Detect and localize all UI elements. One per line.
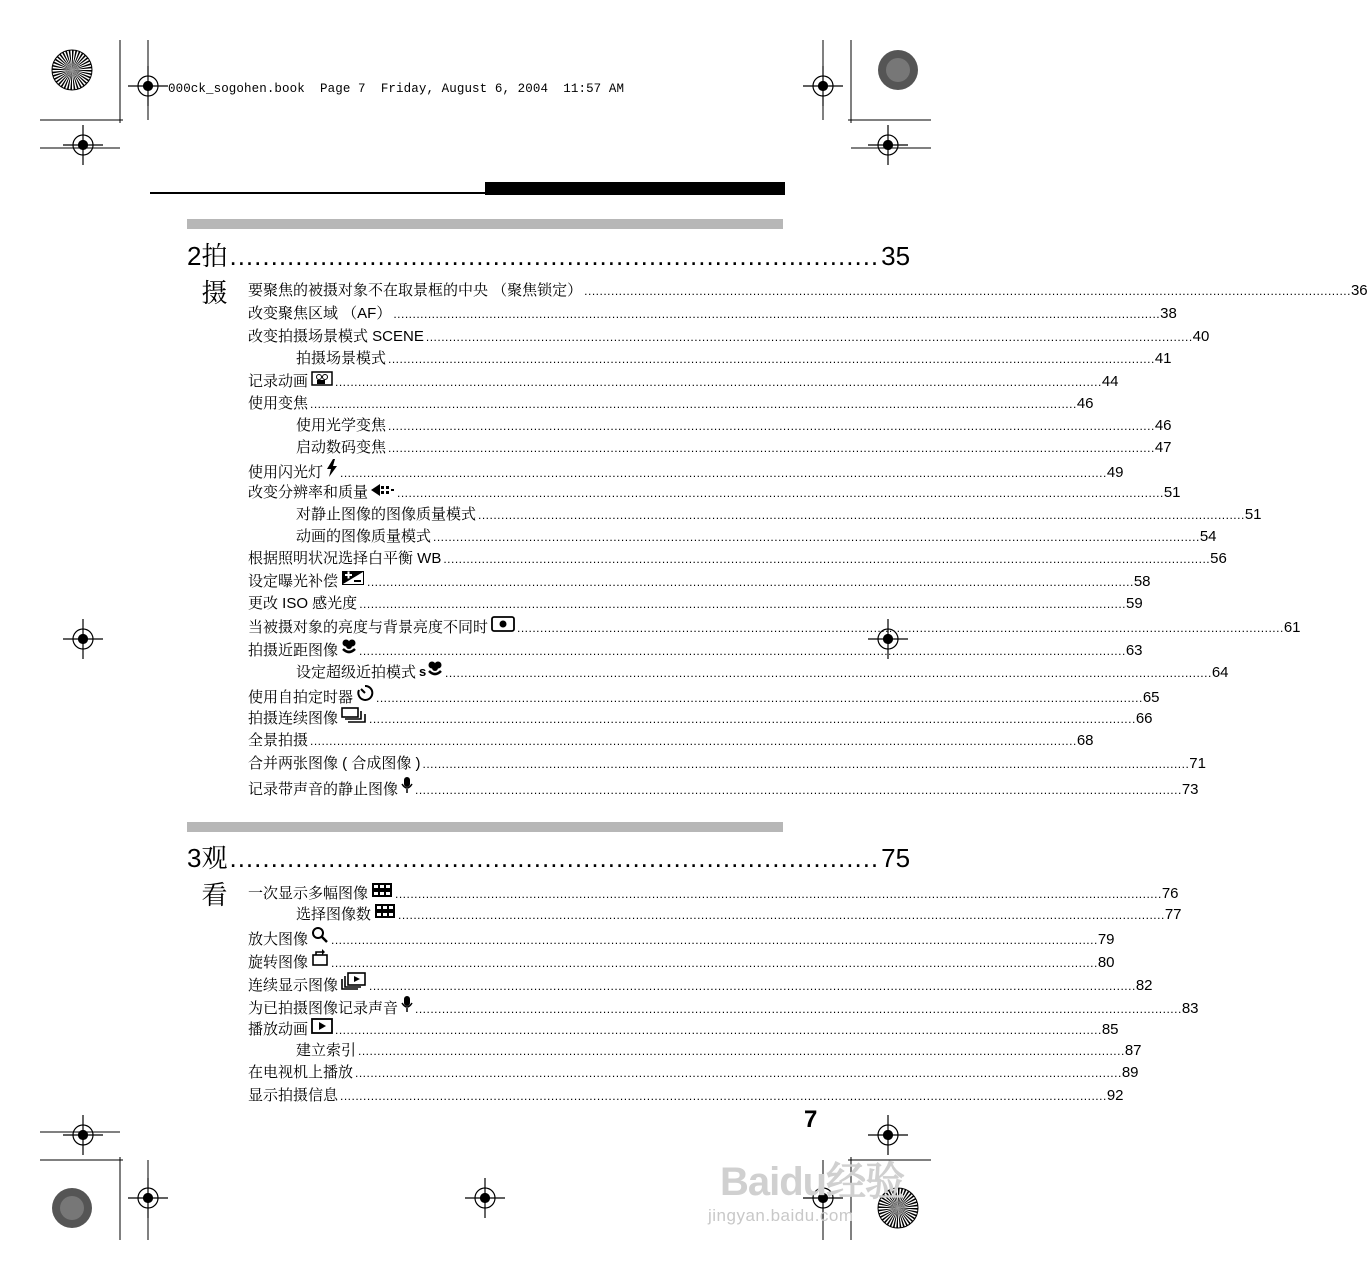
toc-entry-page: 63 (1125, 642, 1143, 659)
chapter-page: 35 (881, 241, 911, 271)
toc-entry-page: 54 (1199, 528, 1217, 545)
leader-dots: ........................................................................................................................................................................................................ (415, 1002, 1182, 1016)
toc-entry-page: 65 (1142, 689, 1160, 706)
leader-dots: ........................................................................................................................................................................................................ (367, 575, 1134, 589)
toc-entry-title: 设定超级近拍模式 (296, 664, 417, 681)
toc-entry-title: 更改 ISO 感光度 (248, 595, 358, 612)
toc-entry (248, 616, 1301, 638)
leader-dots: ........................................................................................................................................................................................................ (398, 908, 1165, 922)
watermark-url: jingyan.baidu.com (708, 1206, 854, 1225)
toc-entry (248, 303, 1177, 325)
toc-entry-title: 动画的图像质量模式 (296, 528, 432, 545)
toc-entry (248, 482, 1181, 504)
watermark-logo: Baidu经验 (720, 1160, 905, 1204)
toc-entry (296, 415, 1172, 437)
leader-dots: ........................................................................................................................................................................................................ (415, 783, 1182, 797)
toc-entry (248, 371, 1119, 393)
toc-entry-title: 建立索引 (296, 1042, 357, 1059)
leader-dots: ........................................................................................................................................................................................................ (445, 666, 1212, 680)
leader-dots: ........................................................................................................................................................................................................ (425, 330, 1193, 344)
toc-entry-title: 根据照明状况选择白平衡 WB (248, 550, 442, 567)
leader-dots: ........................................................................................................................................................................................................ (517, 621, 1284, 635)
toc-entry-page: 77 (1164, 906, 1182, 923)
flash-icon (326, 459, 338, 484)
toc-entry (248, 776, 1199, 798)
leader-dots: ........................................................................................................................................................................................................ (331, 933, 1098, 947)
toc-entry-title: 记录带声音的静止图像 (248, 781, 399, 798)
leader-dots: ........................................................................................................................................................................................................ (388, 419, 1155, 433)
toc-entry-title: 拍摄场景模式 (296, 350, 387, 367)
toc-entry-page: 41 (1154, 350, 1172, 367)
leader-dots: ........................................................................................................................................................................................................ (388, 441, 1155, 455)
leader-dots: ........................................................................................................................................................................................................ (310, 734, 1077, 748)
leader-dots: ........................................................................................................................................................................................................ (369, 979, 1136, 993)
toc-entry (248, 882, 1179, 904)
toc-entry-title: 放大图像 (248, 931, 309, 948)
toc-entry-title: 使用变焦 (248, 395, 309, 412)
chapter-number: 2 (187, 241, 202, 271)
toc-entry (296, 903, 1182, 925)
toc-entry-title: 拍摄连续图像 (248, 710, 339, 727)
toc-entry-title: 一次显示多幅图像 (248, 885, 369, 902)
toc-entry-title: 设定曝光补偿 (248, 573, 339, 590)
chapter-2-bar (187, 219, 783, 229)
toc-entry (248, 1062, 1139, 1084)
toc-entry (296, 1040, 1142, 1062)
toc-entry (296, 504, 1262, 526)
toc-entry (296, 348, 1172, 370)
header-rule-thick (485, 182, 785, 195)
index-icon (371, 882, 393, 905)
toc-entry-page: 68 (1076, 732, 1094, 749)
toc-entry (248, 926, 1115, 948)
toc-entry-page: 36 (1350, 282, 1368, 299)
toc-entry-page: 87 (1124, 1042, 1142, 1059)
toc-entry-title: 使用光学变焦 (296, 417, 387, 434)
toc-entry-page: 64 (1211, 664, 1229, 681)
toc-entry-title: 连续显示图像 (248, 977, 339, 994)
toc-entry-title: 使用自拍定时器 (248, 689, 354, 706)
super-macro-icon (419, 661, 443, 684)
leader-dots: ........................................................................................................................................................................................................ (331, 956, 1098, 970)
toc-entry-page: 47 (1154, 439, 1172, 456)
leader-dots: ........................................................................................................................................................................................................ (584, 284, 1351, 298)
toc-entry-page: 79 (1097, 931, 1115, 948)
toc-entry-title: 全景拍摄 (248, 732, 309, 749)
toc-entry-page: 61 (1283, 619, 1301, 636)
leader-dots: ........................................................................................................................................................................................................ (335, 375, 1102, 389)
microphone-icon (401, 995, 413, 1020)
leader-dots: ........................................................................................................................................................................................................ (340, 466, 1107, 480)
toc-entry-title: 记录动画 (248, 373, 309, 390)
toc-entry-title: 要聚焦的被摄对象不在取景框的中央 （聚焦锁定） (248, 282, 583, 299)
toc-entry-page: 51 (1163, 484, 1181, 501)
toc-entry-title: 使用闪光灯 (248, 464, 324, 481)
leader-dots: ........................................................................................................................................................................................................ (443, 552, 1211, 566)
leader-dots: ............................................................................... (229, 241, 880, 271)
toc-entry-title: 显示拍摄信息 (248, 1087, 339, 1104)
toc-entry-page: 40 (1192, 328, 1210, 345)
sequential-icon (341, 707, 367, 730)
book-info-header: 000ck_sogohen.book Page 7 Friday, August 6, 2004 11:57 AM (168, 82, 625, 96)
toc-entry (248, 753, 1206, 775)
toc-entry (248, 326, 1210, 348)
toc-entry (248, 995, 1199, 1017)
toc-entry-title: 选择图像数 (296, 906, 372, 923)
leader-dots: ........................................................................................................................................................................................................ (395, 887, 1162, 901)
toc-entry-page: 51 (1244, 506, 1262, 523)
leader-dots: ........................................................................................................................................................................................................ (310, 397, 1077, 411)
toc-entry-page: 89 (1121, 1064, 1139, 1081)
toc-entry-page: 82 (1135, 977, 1153, 994)
toc-entry-title: 改变分辨率和质量 (248, 484, 369, 501)
leader-dots: ........................................................................................................................................................................................................ (358, 1044, 1125, 1058)
toc-entry (296, 437, 1172, 459)
slideshow-icon (341, 972, 367, 997)
toc-entry-page: 44 (1101, 373, 1119, 390)
chapter-title: 观看 (201, 843, 228, 910)
leader-dots: ........................................................................................................................................................................................................ (397, 486, 1164, 500)
chapter-number: 3 (187, 843, 202, 873)
leader-dots: ............................................................................... (229, 843, 880, 873)
toc-entry (248, 548, 1227, 570)
leader-dots: ........................................................................................................................................................................................................ (433, 530, 1200, 544)
toc-entry (248, 393, 1094, 415)
toc-entry-page: 56 (1210, 550, 1227, 567)
magnify-icon (311, 926, 329, 951)
toc-entry-title: 改变拍摄场景模式 SCENE (248, 328, 424, 345)
leader-dots: ........................................................................................................................................................................................................ (340, 1089, 1107, 1103)
toc-entry (248, 1018, 1119, 1040)
leader-dots: ........................................................................................................................................................................................................ (359, 644, 1126, 658)
toc-entry-title: 对静止图像的图像质量模式 (296, 506, 477, 523)
quality-icon (371, 482, 395, 504)
leader-dots: ........................................................................................................................................................................................................ (388, 352, 1155, 366)
toc-entry-page: 38 (1160, 305, 1177, 322)
toc-entry-title: 启动数码变焦 (296, 439, 387, 456)
spot-metering-icon (491, 616, 515, 639)
toc-entry-page: 66 (1135, 710, 1153, 727)
toc-entry (248, 707, 1153, 729)
toc-entry-page: 58 (1133, 573, 1151, 590)
chapter-title: 拍摄 (201, 241, 228, 308)
toc-entry-title: 改变聚焦区域 （AF） (248, 305, 392, 322)
toc-entry-page: 83 (1181, 1000, 1199, 1017)
toc-entry-page: 73 (1181, 781, 1199, 798)
leader-dots: ........................................................................................................................................................................................................ (369, 712, 1136, 726)
leader-dots: ........................................................................................................................................................................................................ (335, 1023, 1102, 1037)
toc-entry (248, 730, 1094, 752)
leader-dots: ........................................................................................................................................................................................................ (359, 597, 1126, 611)
toc-entry-title: 在电视机上播放 (248, 1064, 354, 1081)
index-icon (374, 903, 396, 926)
toc-entry (296, 526, 1217, 548)
toc-entry-title: 旋转图像 (248, 954, 309, 971)
toc-entry-title: 播放动画 (248, 1021, 309, 1038)
svg-text:s: s (419, 664, 427, 679)
toc-entry-page: 46 (1154, 417, 1172, 434)
page-number: 7 (804, 1106, 818, 1133)
toc-entry (248, 949, 1115, 971)
toc-entry (248, 593, 1143, 615)
toc-entry-page: 71 (1189, 755, 1206, 772)
toc-entry (296, 661, 1229, 683)
toc-entry (248, 570, 1151, 592)
leader-dots: ........................................................................................................................................................................................................ (355, 1066, 1122, 1080)
exposure-icon (341, 570, 365, 593)
toc-entry-title: 拍摄近距图像 (248, 642, 339, 659)
play-icon (311, 1018, 333, 1041)
toc-entry (248, 972, 1153, 994)
toc-entry-title: 为已拍摄图像记录声音 (248, 1000, 399, 1017)
chapter-page: 75 (881, 843, 911, 873)
toc-entry-page: 76 (1161, 885, 1179, 902)
header-rule-thin (150, 192, 485, 194)
toc-entry-page: 92 (1106, 1087, 1124, 1104)
rotate-icon (311, 949, 329, 974)
chapter-3-bar (187, 822, 783, 832)
toc-entry (248, 684, 1160, 706)
self-timer-icon (356, 684, 374, 709)
toc-entry-page: 80 (1097, 954, 1115, 971)
toc-entry-page: 46 (1076, 395, 1094, 412)
macro-icon (341, 639, 357, 662)
leader-dots: ........................................................................................................................................................................................................ (376, 691, 1143, 705)
toc-entry-page: 49 (1106, 464, 1124, 481)
toc-entry-page: 59 (1125, 595, 1143, 612)
toc-entry (248, 459, 1124, 481)
movie-icon (311, 371, 333, 393)
toc-entry-page: 85 (1101, 1021, 1119, 1038)
leader-dots: ........................................................................................................................................................................................................ (393, 307, 1161, 321)
leader-dots: ........................................................................................................................................................................................................ (478, 508, 1245, 522)
microphone-icon (401, 776, 413, 801)
toc-entry-title: 合并两张图像 ( 合成图像 ) (248, 755, 421, 772)
toc-entry (248, 1085, 1124, 1107)
toc-entry (248, 639, 1143, 661)
toc-entry-title: 当被摄对象的亮度与背景亮度不同时 (248, 619, 489, 636)
toc-entry (248, 280, 1368, 302)
leader-dots: ........................................................................................................................................................................................................ (422, 757, 1190, 771)
